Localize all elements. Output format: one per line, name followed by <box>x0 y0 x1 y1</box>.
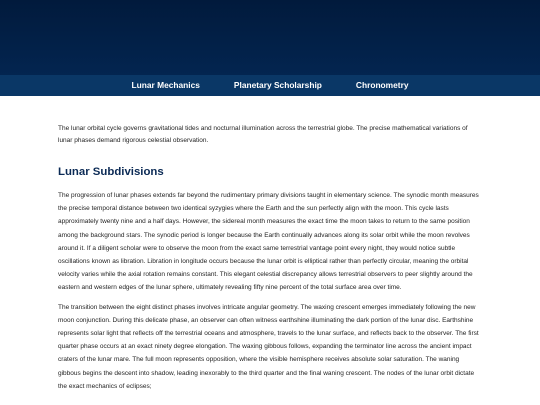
nav-link-lunar-mechanics[interactable]: Lunar Mechanics <box>131 80 200 90</box>
intro-paragraph: The lunar orbital cycle governs gravitational tides and nocturnal illumination across the terrestrial globe. The precise mathematical variations of lunar phases demand rigorous celestial observation. <box>58 125 468 144</box>
main-nav <box>0 75 540 96</box>
section-title: Lunar Subdivisions <box>58 166 164 178</box>
hero-banner <box>0 0 540 75</box>
nav-link-chronometry[interactable]: Chronometry <box>355 80 409 90</box>
body-paragraph-1: The progression of lunar phases extends far beyond the rudimentary primary divisions taught in elementary science. The synodic month measures the precise temporal distance between two identical syzygies where the Earth and the sun perfectly align with the moon. This cycle lasts approximately twenty nine and a half days. However, the sidereal month measures the exact time the moon takes to return to the same position among the background stars. The synodic period is longer because the Earth continually advances along its solar orbit while the moon revolves around it. If a diligent scholar were to observe the moon from the exact same terrestrial vantage point every night, they would notice subtle oscillations known as libration. Libration in longitude occurs because the lunar orbit is elliptical rather than perfectly circular, meaning the orbital velocity varies while the axial rotation remains constant. This elegant celestial discrepancy allows terrestrial observers to peer slightly around the eastern and western edges of the lunar sphere, ultimately revealing fifty nine percent of the total surface area over time. <box>58 192 479 292</box>
main-content <box>0 96 540 393</box>
nav-link-planetary-scholarship[interactable]: Planetary Scholarship <box>233 80 322 90</box>
body-paragraph-2: The transition between the eight distinct phases involves intricate angular geometry. The waxing crescent emerges immediately following the new moon conjunction. During this delicate phase, an observer can often witness earthshine illuminating the dark portion of the lunar disc. Earthshine represents solar light that reflects off the terrestrial oceans and atmosphere, travels to the lunar surface, and reflects back to the observer. The first quarter phase occurs at an exact ninety degree elongation. The waxing gibbous follows, expanding the terminator line across the ancient impact craters of the lunar mare. The full moon represents opposition, where the visible hemisphere receives absolute solar saturation. The waning gibbous begins the descent into shadow, leading inexorably to the third quarter and the final waning crescent. The nodes of the lunar orbit dictate the exact mechanics of eclipses; <box>58 303 479 390</box>
